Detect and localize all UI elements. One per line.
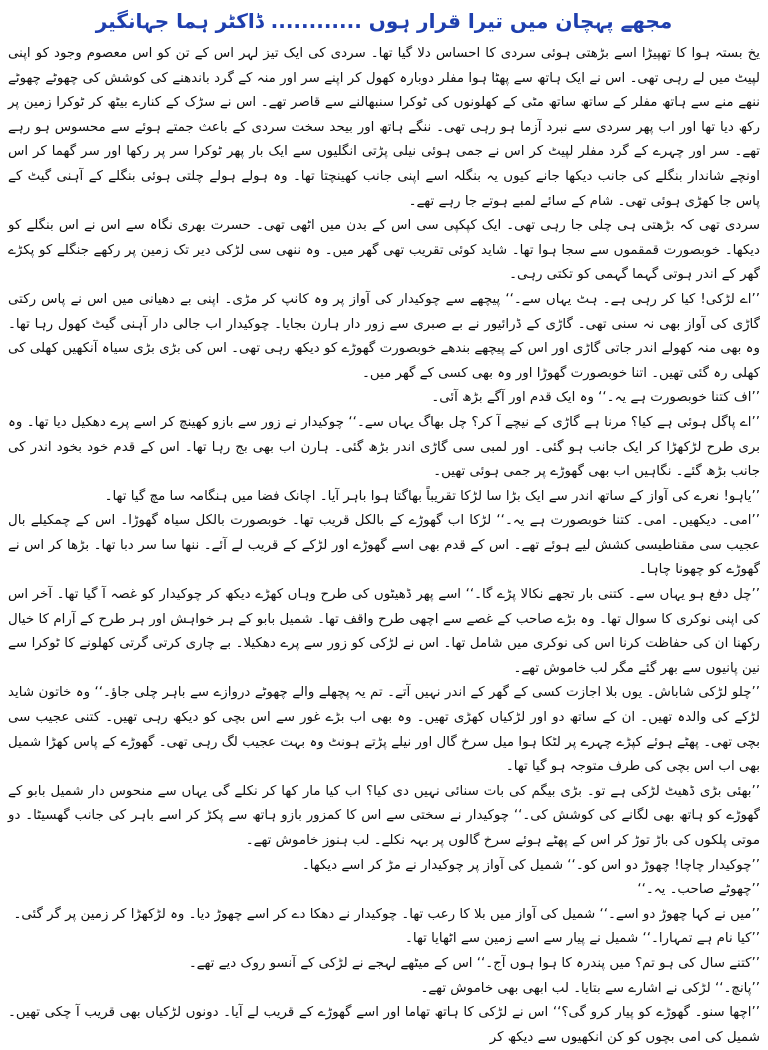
- paragraph: سردی تھی کہ بڑھتی ہی چلی جا رہی تھی۔ ایک کپکپی سی اس کے بدن میں اٹھی تھی۔ حسرت بھری نگاہ سے اس نے اس بنگلے کو دیکھا۔ خوبصورت قمقموں سے سجا ہوا تھا۔ شاید کوئی تقریب تھی گھر میں۔ وہ ننھی سی لڑکی دیر تک زمین پر رکھے جنگلے کو پکڑے گھر کے اندر ہوتی گہما گہمی کو تکتی رہی۔: [8, 218, 760, 283]
- paragraph: ’’یاہو! نعرے کی آواز کے ساتھ اندر سے ایک بڑا سا لڑکا تقریباً بھاگتا ہوا باہر آیا۔ اچانک فضا میں ہنگامہ سا مچ گیا تھا۔: [104, 488, 760, 504]
- paragraph: ’’پانچ۔‘‘ لڑکی نے اشارے سے بتایا۔ لب ابھی بھی خاموش تھے۔: [420, 980, 760, 996]
- paragraph: ’’چھوٹے صاحب۔ یہ۔‘‘: [637, 882, 760, 898]
- paragraph: ’’چل دفع ہو یہاں سے۔ کتنی بار تجھے نکالا پڑے گا۔‘‘ اسے پھر ڈھیٹوں کی طرح وہاں کھڑے دیکھ کر چوکیدار کو غصہ آ گیا تھا۔ آخر اس کی اپنی نوکری کا سوال تھا۔ وہ بڑے صاحب کے غصے سے اچھی طرح واقف تھا۔ شمیل بابو کے ہر خواہش اور ہر طرح کے آرام کا خیال رکھنا ان کی حفاظت کرنا اس کی نوکری میں شامل تھا۔ اس نے لڑکی کو زور سے پرے دھکیلا۔ بے چاری کرتی گرتی کھلونے کا ٹوکرا سے نین پانیوں سے بھر گئے مگر لب خاموش تھے۔: [8, 587, 760, 676]
- paragraph: ’’میں نے کہا چھوڑ دو اسے۔‘‘ شمیل کی آواز میں بلا کا رعب تھا۔ چوکیدار نے دھکا دے کر اسے چھوڑ دیا۔ وہ لڑکھڑا کر زمین پر گر گئی۔: [13, 906, 760, 922]
- page-title: مجھے پہچان میں تیرا قرار ہوں ............ ڈاکٹر ہما جہانگیر: [95, 9, 673, 33]
- paragraph: ’’چوکیدار چاچا! چھوڑ دو اس کو۔‘‘ شمیل کی آواز پر چوکیدار نے مڑ کر اسے دیکھا۔: [301, 857, 760, 873]
- paragraph: ’’اچھا سنو۔ گھوڑے کو پیار کرو گی؟‘‘ اس نے لڑکی کا ہاتھ تھاما اور اسے گھوڑے کے قریب لے آیا۔ دونوں لڑکیاں بھی قریب آ چکی تھیں۔ شمیل کی امی بچوں کو کن انکھیوں سے دیکھ کر: [8, 1005, 760, 1045]
- paragraph: یخ بستہ ہوا کا تھپیڑا اسے بڑھتی ہوئی سردی کا احساس دلا گیا تھا۔ سردی کی ایک تیز لہر اس کے تن کو اس معصوم وجود کو اپنی لپیٹ میں لے رہی تھی۔ اس نے ایک ہاتھ سے پھٹا ہوا مفلر دوبارہ کھول کر اپنے سر اور منہ کے گرد باندھنے کی کوشش کی چھوٹے چھوٹے ننھے منے سے ہاتھ مفلر کے ساتھ ساتھ مٹی کے کھلونوں کی ٹوکرا سنبھالنے سے قاصر تھے۔ اس نے سڑک کے کنارے بیٹھ کر ٹوکرا زمین پر رکھ دیا تھا اور اب پھر سردی سے نبرد آزما ہو رہی تھی۔ ننگے ہاتھ اور بیحد سخت سردی کے باعث جمتے ہوئے سے محسوس ہو رہے تھے۔ سر اور چہرے کے گرد مفلر لپیٹ کر اس نے جمی ہوئی نیلی پڑتی انگلیوں سے ایک بار پھر ٹوکرا سر پر رکھا اور سر گھما کر اس اونچے شاندار بنگلے کی جانب دیکھا جانے کیوں یہ بنگلہ اسے اپنی جانب کھینچتا تھا۔ وہ ہولے ہولے چلتی ہوئی بنگلے کے آہنی گیٹ کے پاس جا کھڑی ہوئی تھی۔ شام کے سائے لمبے ہوتے جا رہے تھے۔: [8, 46, 760, 209]
- paragraph: ’’اے پاگل ہوئی ہے کیا؟ مرنا ہے گاڑی کے نیچے آ کر؟ چل بھاگ یہاں سے۔‘‘ چوکیدار نے زور سے بازو کھینچ کر اسے پرے دھکیل دیا تھا۔ وہ بری طرح لڑکھڑا کر ایک جانب ہو گئی۔ اور لمبی سی گاڑی اندر بڑھ گئی۔ ہارن اب بھی بج رہا تھا۔ اس کے قدم خود بخود اندر کی جانب بڑھ گئے۔ نگاہیں اب بھی گھوڑے پر جمی ہوئی تھیں۔: [8, 414, 760, 480]
- paragraph: ’’بھئی بڑی ڈھیٹ لڑکی ہے تو۔ بڑی بیگم کی بات سنائی نہیں دی کیا؟ اب کیا مار کھا کر نکلے گی یہاں سے منحوس دار شمیل بابو کے گھوڑے کو ہاتھ بھی لگانے کی کوشش کی۔‘‘ چوکیدار نے سختی سے اس کا کمزور بازو ہاتھ سے پکڑ کر اسے باہر کی جانب گھسیٹا۔ دو موتی پلکوں کی باڑ توڑ کر اس کے پھٹے ہوئے سرخ گالوں پر بہہ نکلے۔ لب ہنوز خاموش تھے۔: [8, 783, 760, 848]
- paragraph: ’’چلو لڑکی شاباش۔ یوں بلا اجازت کسی کے گھر کے اندر نہیں آتے۔ تم یہ پچھلے والے چھوٹے دروازے سے باہر چلی جاؤ۔‘‘ وہ خاتون شاید لڑکے کی والدہ تھیں۔ ان کے ساتھ دو اور لڑکیاں کھڑی تھیں۔ وہ بھی اب بڑے غور سے اس بچی کو دیکھ رہی تھیں۔ کتنی عجیب سی بچی تھی۔ پھٹے ہوئے کپڑے چہرے پر لٹکا ہوا میل سرخ گال اور نیلے پڑتے ہونٹ وہ بہت عجیب لگ رہی تھی۔ گھوڑے کے پاس کھڑا شمیل بھی اب اس بچی کی طرف متوجہ ہو گیا تھا۔: [8, 685, 760, 775]
- paragraph: ’’کتنے سال کی ہو تم؟ میں پندرہ کا ہوا ہوں آج۔‘‘ اس کے میٹھے لہجے نے لڑکی کے آنسو روک دیے تھے۔: [188, 955, 760, 971]
- paragraph: ’’اف کتنا خوبصورت ہے یہ۔‘‘ وہ ایک قدم اور آگے بڑھ آئی۔: [431, 390, 760, 406]
- paragraph: ’’امی۔ دیکھیں۔ امی۔ کتنا خوبصورت ہے یہ۔‘‘ لڑکا اب گھوڑے کے بالکل قریب تھا۔ خوبصورت بالکل سیاہ گھوڑا۔ اس کے چمکیلے بال عجیب سی مقناطیسی کشش لیے ہوئے تھے۔ اس کے قدم بھی اسے گھوڑے اور لڑکے کے قریب لے آئے۔ ننھا سا سر دبا تھا۔ بڑھا کر اس نے گھوڑے کو چھونا چاہا۔: [8, 513, 760, 578]
- story-body: [8, 42, 760, 1045]
- paragraph: ’’کیا نام ہے تمہارا۔‘‘ شمیل نے پیار سے اسے زمین سے اٹھایا تھا۔: [405, 931, 760, 947]
- paragraph: ’’اے لڑکی! کیا کر رہی ہے۔ ہٹ یہاں سے۔‘‘ پیچھے سے چوکیدار کی آواز پر وہ کانپ کر مڑی۔ اپنی بے دھیانی میں اس نے پاس رکتی گاڑی کی آواز بھی نہ سنی تھی۔ گاڑی کے ڈرائیور نے بے صبری سے زور دار ہارن بجایا۔ چوکیدار اب جالی دار آہنی گیٹ کھول رہا تھا۔ وہ بھی منہ کھولے اندر جاتی گاڑی اور اس کے پیچھے بندھے خوبصورت گھوڑے کو دیکھ رہی تھی۔ اس کی بڑی بڑی سیاہ آنکھیں کھلی کی کھلی رہ گئی تھیں۔ اتنا خوبصورت گھوڑا اور وہ بھی کسی کے گھر میں۔: [8, 291, 760, 381]
